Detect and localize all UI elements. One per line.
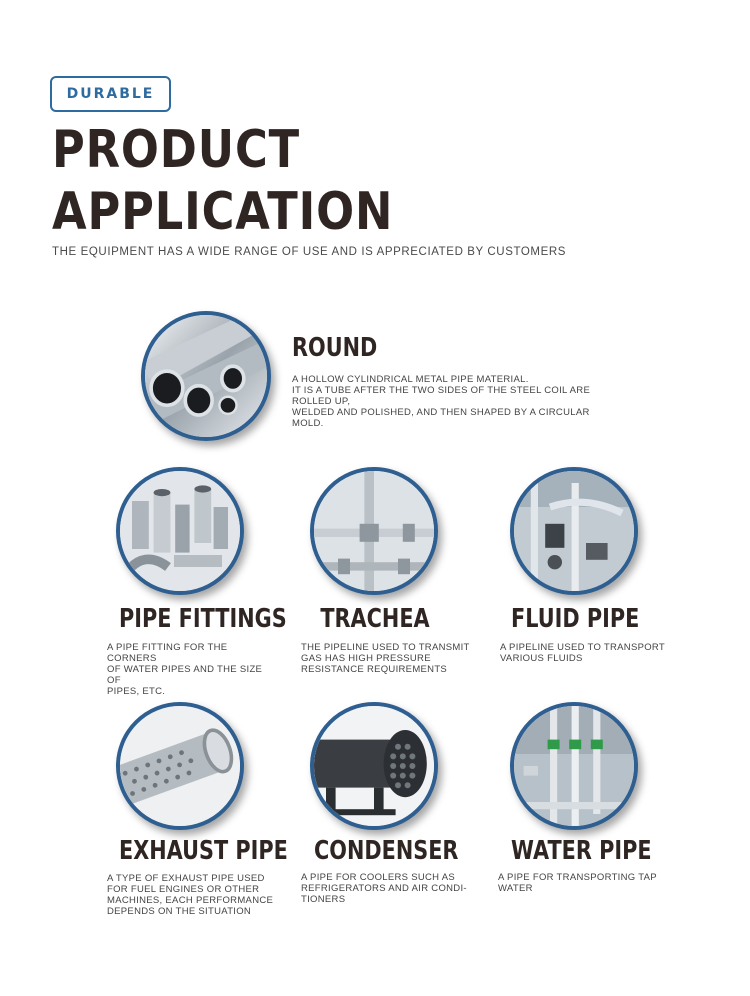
water-pipe-photo bbox=[510, 702, 638, 830]
pipe-fittings-photo bbox=[116, 467, 244, 595]
round-title: ROUND bbox=[292, 333, 378, 363]
fluid-pipe-photo bbox=[510, 467, 638, 595]
condenser-photo bbox=[310, 702, 438, 830]
product-name: PIPE FITTINGS bbox=[119, 604, 287, 634]
exhaust-pipe-photo bbox=[116, 702, 244, 830]
page-subtitle: THE EQUIPMENT HAS A WIDE RANGE OF USE AND IS APPRECIATED BY CUSTOMERS bbox=[52, 246, 567, 258]
product-name: TRACHEA bbox=[320, 604, 430, 634]
product-description: A PIPELINE USED TO TRANSPORT VARIOUS FLUIDS bbox=[500, 642, 666, 664]
product-name: WATER PIPE bbox=[511, 836, 652, 866]
durable-badge: DURABLE bbox=[50, 76, 171, 112]
trachea-photo bbox=[310, 467, 438, 595]
product-name: FLUID PIPE bbox=[511, 604, 640, 634]
product-description: THE PIPELINE USED TO TRANSMIT GAS HAS HIGH PRESSURE RESISTANCE REQUIREMENTS bbox=[301, 642, 470, 675]
product-description: A PIPE FOR TRANSPORTING TAP WATER bbox=[498, 872, 657, 894]
round-description: A HOLLOW CYLINDRICAL METAL PIPE MATERIAL. IT IS A TUBE AFTER THE TWO SIDES OF THE STEEL COIL ARE ROLLED UP, WELDED AND POLISHED, AND THEN SHAPED BY A CIRCULAR MOLD. bbox=[292, 374, 591, 429]
page-title-line2: APPLICATION bbox=[52, 182, 394, 242]
product-description: A TYPE OF EXHAUST PIPE USED FOR FUEL ENGINES OR OTHER MACHINES, EACH PERFORMANCE DEPENDS ON THE SITUATION bbox=[107, 873, 274, 917]
page-title-line1: PRODUCT bbox=[52, 120, 301, 180]
product-name: EXHAUST PIPE bbox=[119, 836, 288, 866]
round-pipe-photo bbox=[141, 311, 271, 441]
product-description: A PIPE FITTING FOR THE CORNERS OF WATER PIPES AND THE SIZE OF PIPES, ETC. bbox=[107, 642, 263, 697]
product-description: A PIPE FOR COOLERS SUCH AS REFRIGERATORS AND AIR CONDI- TIONERS bbox=[301, 872, 467, 905]
product-name: CONDENSER bbox=[314, 836, 459, 866]
